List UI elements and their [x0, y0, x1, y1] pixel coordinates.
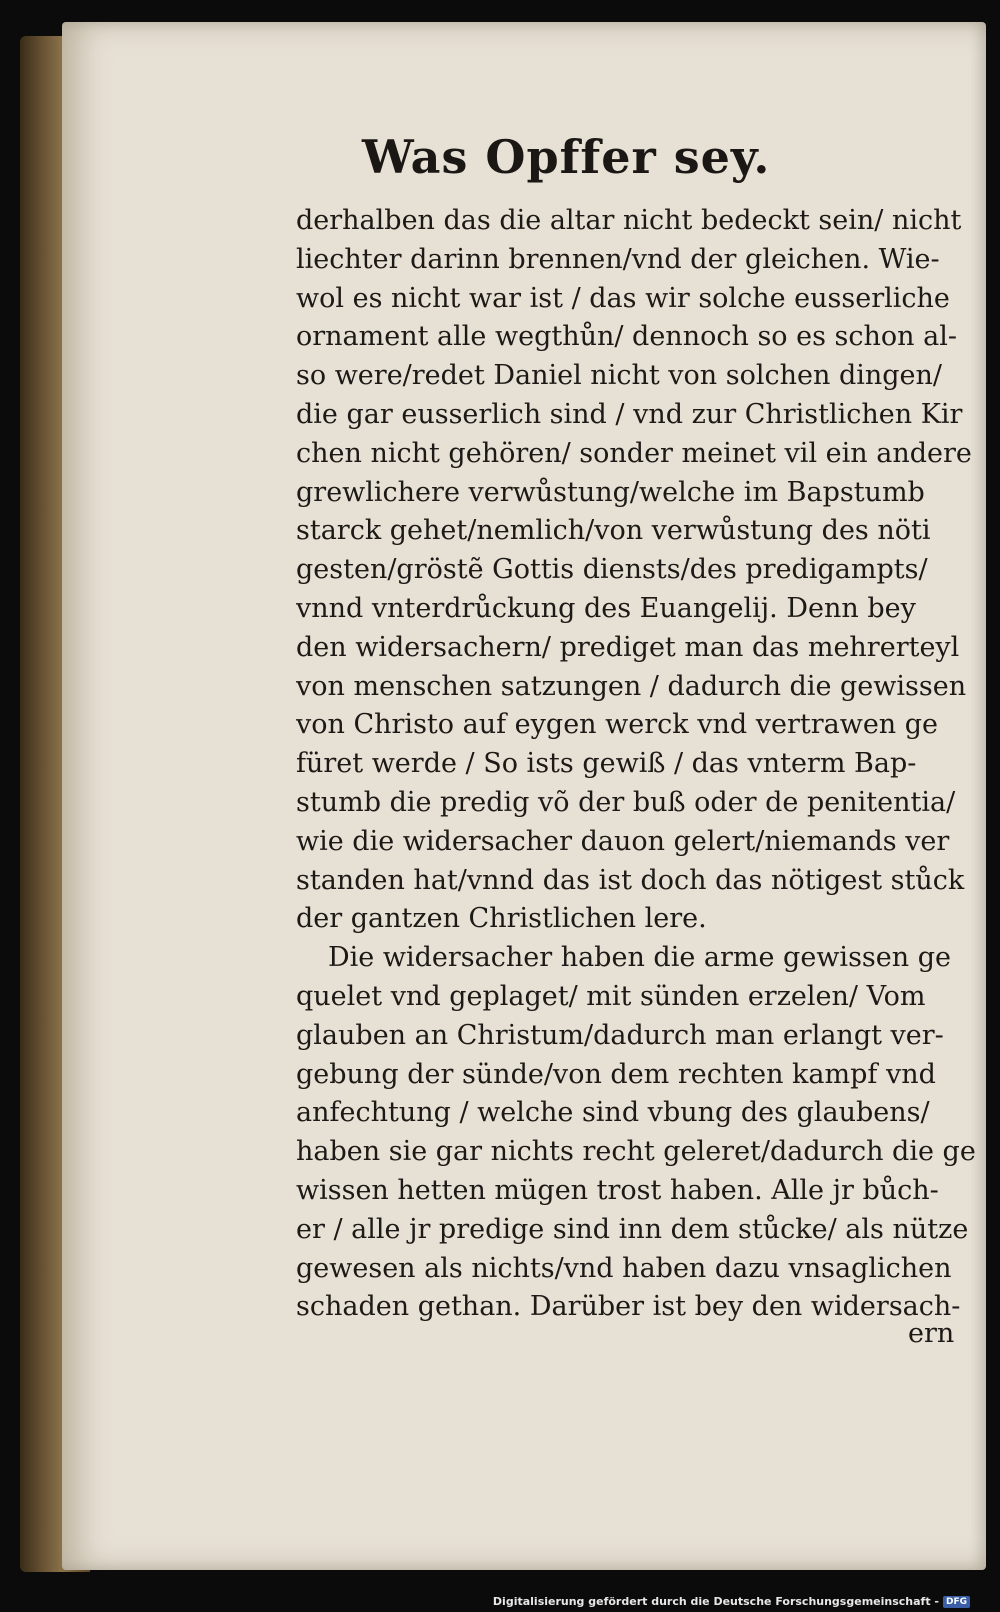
text-line: liechter darinn brennen/vnd der gleichen. Wie- [296, 243, 940, 275]
text-line: anfechtung / welche sind vbung des glaubens/ [296, 1097, 930, 1129]
catchword: ern [908, 1318, 955, 1349]
text-line: ornament alle wegthůn/ dennoch so es schon al- [296, 321, 957, 353]
text-line: stumb die predig võ der buß oder de penitentia/ [296, 786, 956, 818]
text-line: Die widersacher haben die arme gewissen ge [328, 942, 951, 974]
text-line: standen hat/vnnd das ist doch das nötigest stůck [296, 864, 965, 896]
dfg-logo: DFG [943, 1596, 970, 1608]
text-line: gewesen als nichts/vnd haben dazu vnsaglichen [296, 1252, 952, 1284]
text-line: chen nicht gehören/ sonder meinet vil ein andere [296, 437, 972, 469]
text-line: die gar eusserlich sind / vnd zur Christlichen Kir [296, 398, 963, 430]
text-line: wol es nicht war ist / das wir solche eusserliche [296, 282, 950, 314]
page-content [62, 22, 986, 1570]
text-line: gebung der sünde/von dem rechten kampf vnd [296, 1058, 936, 1090]
text-line: vnnd vnterdrůckung des Euangelij. Denn bey [296, 592, 916, 624]
book-page [62, 22, 986, 1570]
text-line: gesten/gröstẽ Gottis diensts/des predigampts/ [296, 554, 928, 586]
text-line: glauben an Christum/dadurch man erlangt ver- [296, 1019, 944, 1051]
text-line: er / alle jr predige sind inn dem stůcke/ als nütze [296, 1213, 969, 1245]
text-line: grewlichere verwůstung/welche im Bapstumb [296, 476, 925, 508]
text-line: so were/redet Daniel nicht von solchen dingen/ [296, 360, 943, 392]
body-text [296, 202, 976, 1327]
running-head: Was Opffer sey. [362, 130, 771, 184]
text-line: den widersachern/ prediget man das mehrerteyl [296, 631, 960, 663]
text-line: wissen hetten mügen trost haben. Alle jr bůch- [296, 1174, 939, 1206]
text-line: von menschen satzungen / dadurch die gewissen [296, 670, 967, 702]
text-line: quelet vnd geplaget/ mit sünden erzelen/ Vom [296, 980, 926, 1012]
credit-text: Digitalisierung gefördert durch die Deutsche Forschungsgemeinschaft - [492, 1595, 939, 1608]
text-line: schaden gethan. Darüber ist bey den widersach- [296, 1291, 961, 1323]
text-line: derhalben das die altar nicht bedeckt sein/ nicht [296, 205, 962, 236]
text-line: starck gehet/nemlich/von verwůstung des nöti [296, 515, 931, 547]
text-line: von Christo auf eygen werck vnd vertrawen ge [296, 709, 939, 741]
text-line: haben sie gar nichts recht geleret/dadurch die ge [296, 1136, 976, 1168]
digitization-credit [493, 1595, 970, 1608]
text-line: der gantzen Christlichen lere. [296, 903, 707, 935]
text-line: wie die widersacher dauon gelert/niemands ver [296, 825, 950, 857]
text-line: füret werde / So ists gewiß / das vnterm Bap- [296, 748, 917, 780]
